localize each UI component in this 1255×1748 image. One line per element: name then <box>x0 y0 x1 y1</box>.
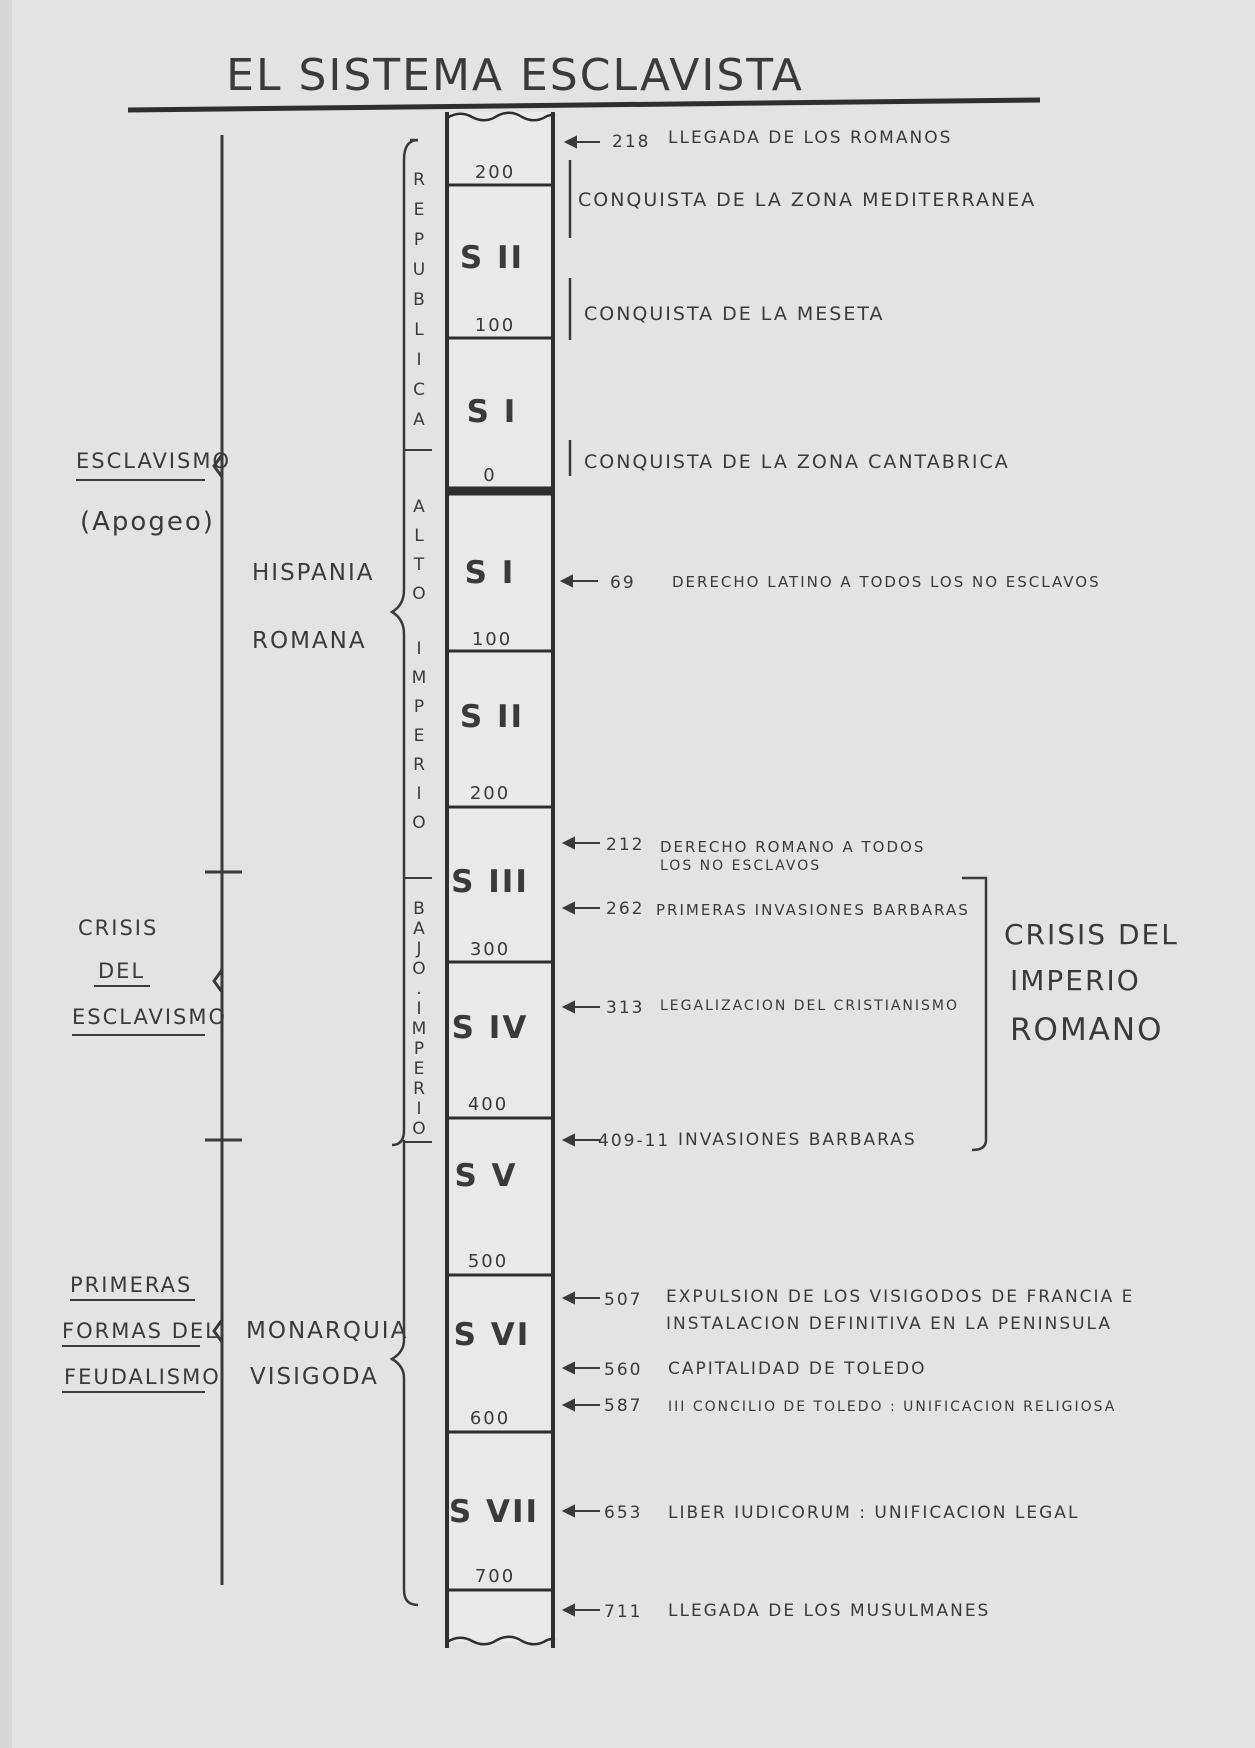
phase-label-bajo-imperio: B A J O . I M P E R I O <box>411 899 429 1139</box>
year-mark-500: 500 <box>467 1251 509 1272</box>
event-text-mediterranea: CONQUISTA DE LA ZONA MEDITERRANEA <box>578 189 1037 211</box>
event-year-587: 587 <box>604 1396 643 1416</box>
century-label-s-vi: S VI <box>453 1317 531 1353</box>
epoch-label-del: DEL <box>98 959 146 983</box>
event-year-409: 409-11 <box>598 1131 671 1151</box>
page-title: EL SISTEMA ESCLAVISTA <box>226 50 804 101</box>
event-year-560: 560 <box>604 1360 643 1380</box>
event-text-218: LLEGADA DE LOS ROMANOS <box>668 128 953 148</box>
event-text-507-line2: INSTALACION DEFINITIVA EN LA PENINSULA <box>666 1314 1113 1334</box>
event-year-653: 653 <box>604 1503 643 1523</box>
period-label-visigoda: VISIGODA <box>250 1364 379 1390</box>
event-year-711: 711 <box>604 1602 643 1622</box>
year-mark-400: 400 <box>467 1094 509 1115</box>
paper-background <box>12 0 1255 1748</box>
year-mark-100: 100 <box>471 629 513 650</box>
event-year-218: 218 <box>612 132 651 152</box>
epoch-label-feudalismo: FEUDALISMO <box>64 1365 221 1389</box>
event-text-560: CAPITALIDAD DE TOLEDO <box>668 1359 927 1379</box>
event-text-711: LLEGADA DE LOS MUSULMANES <box>668 1601 991 1621</box>
century-label-s-v: S V <box>454 1158 518 1194</box>
event-text-meseta: CONQUISTA DE LA MESETA <box>584 303 885 325</box>
epoch-label-formas-del: FORMAS DEL <box>62 1319 219 1343</box>
century-column <box>447 112 555 1648</box>
year-mark-700: 700 <box>474 1566 516 1587</box>
event-year-262: 262 <box>606 899 645 919</box>
century-label-s-i-bc: S I <box>466 394 518 430</box>
event-text-313: LEGALIZACION DEL CRISTIANISMO <box>660 998 960 1014</box>
year-mark-0: 0 <box>483 465 497 486</box>
crisis-label-line1: CRISIS DEL <box>1004 918 1179 951</box>
event-text-507: EXPULSION DE LOS VISIGODOS DE FRANCIA E <box>666 1287 1135 1307</box>
century-label-s-i: S I <box>464 555 516 591</box>
epoch-label-primeras: PRIMERAS <box>70 1273 193 1297</box>
period-label-monarquia: MONARQUIA <box>246 1318 409 1344</box>
epoch-label-esclavismo: ESCLAVISMO <box>76 449 232 473</box>
phase-label-alto-imperio: A L T O I M P E R I O <box>411 497 429 833</box>
year-mark-300: 300 <box>469 939 511 960</box>
event-text-262: PRIMERAS INVASIONES BARBARAS <box>656 901 970 919</box>
phase-label-republica: R E P U B L I C A <box>412 170 428 430</box>
century-label-s-iv: S IV <box>451 1010 529 1046</box>
event-text-212-line2: LOS NO ESCLAVOS <box>660 858 822 874</box>
period-label-hispania: HISPANIA <box>252 560 375 586</box>
century-label-s-ii: S II <box>459 699 525 735</box>
event-year-69: 69 <box>610 573 636 593</box>
epoch-label-crisis: CRISIS <box>78 916 159 940</box>
year-mark-100bc: 100 <box>474 315 516 336</box>
event-year-313: 313 <box>606 998 645 1018</box>
event-text-69: DERECHO LATINO A TODOS LOS NO ESCLAVOS <box>672 573 1101 591</box>
year-mark-200bc: 200 <box>474 162 516 183</box>
event-text-212: DERECHO ROMANO A TODOS <box>660 838 926 856</box>
event-text-409: INVASIONES BARBARAS <box>678 1130 917 1150</box>
epoch-label-esclavismo-2: ESCLAVISMO <box>72 1005 228 1029</box>
epoch-sublabel-apogeo: (Apogeo) <box>80 507 215 537</box>
century-label-s-vii: S VII <box>448 1494 540 1530</box>
year-mark-200: 200 <box>469 783 511 804</box>
year-mark-600: 600 <box>469 1408 511 1429</box>
period-label-romana: ROMANA <box>252 628 367 654</box>
event-text-587: III CONCILIO DE TOLEDO : UNIFICACION RELIGIOSA <box>668 1399 1117 1415</box>
event-text-653: LIBER IUDICORUM : UNIFICACION LEGAL <box>668 1503 1080 1523</box>
century-label-s-iii: S III <box>451 864 529 900</box>
crisis-label-line3: ROMANO <box>1010 1012 1164 1048</box>
event-year-507: 507 <box>604 1290 643 1310</box>
event-year-212: 212 <box>606 835 645 855</box>
century-label-s-ii-bc: S II <box>459 240 525 276</box>
event-text-cantabrica: CONQUISTA DE LA ZONA CANTABRICA <box>584 451 1010 473</box>
crisis-label-line2: IMPERIO <box>1010 964 1141 997</box>
